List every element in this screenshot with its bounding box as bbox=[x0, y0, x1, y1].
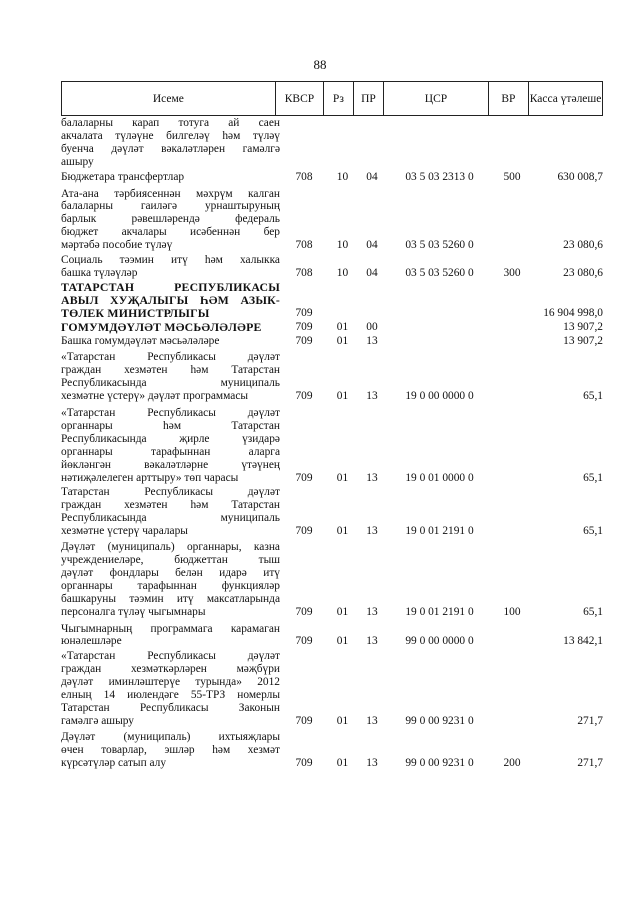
cell-kvsr: 709 bbox=[295, 635, 313, 648]
row-name-line: елның 14 июлендәге 55-ТРЗ номерлы bbox=[61, 689, 280, 702]
header-pr: ПР bbox=[354, 82, 385, 115]
row-name-line: күрсәтүләр сатып алу bbox=[61, 756, 167, 769]
row-name-line: Социаль тәэмин итү һәм халыкка bbox=[61, 254, 280, 267]
cell-csr: 03 5 03 5260 0 bbox=[405, 266, 474, 279]
cell-kassa: 13 907,2 bbox=[563, 320, 603, 333]
row-name-line: Дәүләт (муниципаль) ихтыяҗлары bbox=[61, 730, 280, 743]
cell-csr: 19 0 01 0000 0 bbox=[405, 471, 474, 484]
cell-kassa: 13 842,1 bbox=[563, 635, 603, 648]
table-row bbox=[61, 254, 603, 280]
row-name-line: ГОМУМДӘҮЛӘТ МӘСЬӘЛӘЛӘРЕ bbox=[61, 319, 262, 334]
cell-pr: 13 bbox=[366, 635, 378, 648]
cell-kassa: 65,1 bbox=[583, 605, 603, 618]
row-name-line: Республикасында җирле үзидарә bbox=[61, 432, 280, 445]
cell-rz: 10 bbox=[336, 239, 349, 252]
cell-kvsr: 709 bbox=[295, 334, 313, 347]
cell-csr: 99 0 00 9231 0 bbox=[405, 756, 474, 769]
cell-vr: 500 bbox=[503, 170, 521, 183]
cell-vr: 200 bbox=[503, 756, 521, 769]
cell-pr: 13 bbox=[366, 756, 378, 769]
cell-pr: 04 bbox=[366, 239, 378, 252]
row-name bbox=[61, 321, 280, 334]
row-name-line: гамәлгә ашыру bbox=[61, 714, 134, 727]
table-row bbox=[61, 117, 603, 169]
cell-kassa: 65,1 bbox=[583, 390, 603, 403]
row-name-line: хезмәтне үстерү чаралары bbox=[61, 525, 188, 538]
header-kassa: Касса үтәлеше bbox=[529, 92, 602, 105]
cell-pr: 13 bbox=[366, 334, 378, 347]
cell-kassa: 271,7 bbox=[577, 714, 603, 727]
cell-pr: 13 bbox=[366, 525, 378, 538]
row-name-line: акчалата түләүне билгеләү һәм түләү bbox=[61, 129, 280, 142]
table-row bbox=[61, 541, 603, 618]
cell-kvsr: 709 bbox=[295, 306, 313, 319]
cell-kassa: 16 904 998,0 bbox=[543, 306, 603, 319]
row-name-line: Татарстан Республикасы дәүләт bbox=[61, 486, 280, 499]
row-name-line: дәүләт фондлары белән идарә итү bbox=[61, 566, 280, 579]
row-name-line: граждан хезмәтен һәм Татарстан bbox=[61, 499, 280, 512]
row-name-line: органнары һәм Татарстан bbox=[61, 419, 280, 432]
table-row bbox=[61, 650, 603, 727]
row-name-line: Чыгымнарның программага карамаган bbox=[61, 622, 280, 635]
cell-vr: 100 bbox=[503, 605, 521, 618]
cell-rz: 01 bbox=[336, 471, 349, 484]
table-row bbox=[61, 335, 603, 348]
header-rz: Рз bbox=[324, 82, 354, 115]
row-name bbox=[61, 254, 280, 280]
row-name-line: юнәлешләре bbox=[61, 635, 122, 648]
row-name-line: буенча дәүләт вәкаләтләрен гамәлгә bbox=[61, 142, 280, 155]
cell-kvsr: 709 bbox=[295, 756, 313, 769]
cell-rz: 10 bbox=[336, 266, 349, 279]
header-name: Исеме bbox=[62, 82, 276, 115]
row-name bbox=[61, 351, 280, 403]
row-name bbox=[61, 650, 280, 727]
cell-kvsr: 708 bbox=[295, 170, 313, 183]
row-name-line: граждан хезмәткәрләрен мәҗбүри bbox=[61, 663, 280, 676]
row-name bbox=[61, 486, 280, 538]
row-name-line: учреждениеләре, бюджеттан тыш bbox=[61, 554, 280, 566]
row-name bbox=[61, 731, 280, 770]
row-name-line: органнары тарафыннан функцияләр bbox=[61, 579, 280, 592]
cell-kassa: 13 907,2 bbox=[563, 334, 603, 347]
row-name-line: Республикасында муниципаль bbox=[61, 377, 280, 390]
table-row bbox=[61, 623, 603, 649]
row-name bbox=[61, 623, 280, 649]
row-name-line: органнары тарафыннан аларга bbox=[61, 445, 280, 458]
cell-vr: 300 bbox=[503, 266, 521, 279]
cell-csr: 99 0 00 0000 0 bbox=[405, 635, 474, 648]
cell-csr: 03 5 03 2313 0 bbox=[405, 170, 474, 183]
row-name bbox=[61, 188, 280, 253]
row-name-line: барлык рәвешләрендә федераль bbox=[61, 213, 280, 226]
table-row bbox=[61, 188, 603, 253]
row-name-line: ашыру bbox=[61, 155, 94, 168]
cell-csr: 99 0 00 9231 0 bbox=[405, 714, 474, 727]
row-name-line: ТАТАРСТАН РЕСПУБЛИКАСЫ bbox=[61, 279, 280, 294]
row-name-line: «Татарстан Республикасы дәүләт bbox=[61, 407, 280, 420]
table-row bbox=[61, 407, 603, 484]
row-name-line: «Татарстан Республикасы дәүләт bbox=[61, 351, 280, 364]
row-name-line: Татарстан Республикасы Законын bbox=[61, 701, 280, 714]
cell-csr: 19 0 01 2191 0 bbox=[405, 525, 474, 538]
table-row bbox=[61, 171, 603, 184]
table-row bbox=[61, 281, 603, 320]
row-name-line: нәтиҗәлелеген арттыру» төп чарасы bbox=[61, 471, 239, 484]
table-row bbox=[61, 486, 603, 538]
cell-pr: 04 bbox=[366, 266, 378, 279]
row-name-line: хезмәтне үстерү» дәүләт программасы bbox=[61, 390, 249, 403]
cell-kvsr: 709 bbox=[295, 390, 313, 403]
row-name-line: балаларны гаиләгә урнаштыруның bbox=[61, 200, 280, 213]
row-name bbox=[61, 541, 280, 618]
cell-kvsr: 709 bbox=[295, 471, 313, 484]
row-name-line: ТӨЛЕК МИНИСТРЛЫГЫ bbox=[61, 305, 210, 320]
cell-rz: 01 bbox=[336, 605, 349, 618]
cell-csr: 03 5 03 5260 0 bbox=[405, 239, 474, 252]
row-name-line: балаларны карап тотуга ай саен bbox=[61, 117, 280, 129]
cell-csr: 19 0 01 2191 0 bbox=[405, 605, 474, 618]
cell-kassa: 23 080,6 bbox=[563, 239, 603, 252]
cell-rz: 01 bbox=[336, 390, 349, 403]
budget-table bbox=[61, 81, 603, 770]
row-name-line: башка түләүләр bbox=[61, 266, 138, 279]
cell-kassa: 65,1 bbox=[583, 525, 603, 538]
row-name-line: граждан хезмәтен һәм Татарстан bbox=[61, 364, 280, 377]
row-name-line: бюджет акчалары исәбеннән бер bbox=[61, 226, 280, 239]
row-name bbox=[61, 407, 280, 484]
row-name bbox=[61, 335, 280, 348]
row-name-line: Республикасында муниципаль bbox=[61, 512, 280, 525]
cell-pr: 13 bbox=[366, 471, 378, 484]
row-name-line: «Татарстан Республикасы дәүләт bbox=[61, 650, 280, 663]
row-name bbox=[61, 171, 280, 184]
cell-rz: 01 bbox=[336, 320, 349, 333]
cell-kassa: 271,7 bbox=[577, 756, 603, 769]
cell-kvsr: 709 bbox=[295, 320, 313, 333]
row-name-line: башкаруны тәэмин итү максатларында bbox=[61, 592, 280, 605]
row-name bbox=[61, 117, 280, 169]
cell-pr: 13 bbox=[366, 390, 378, 403]
row-name-line: Бюджетара трансфертлар bbox=[61, 170, 185, 183]
cell-kvsr: 709 bbox=[295, 525, 313, 538]
cell-pr: 00 bbox=[366, 320, 378, 333]
cell-kassa: 630 008,7 bbox=[557, 170, 603, 183]
cell-pr: 13 bbox=[366, 714, 378, 727]
row-name-line: персоналга түләү чыгымнары bbox=[61, 605, 206, 618]
row-name-line: АВЫЛ ХУҖАЛЫГЫ ҺӘМ АЗЫК- bbox=[61, 292, 280, 307]
cell-rz: 01 bbox=[336, 334, 349, 347]
header-kvsr: КВСР bbox=[276, 82, 324, 115]
cell-pr: 13 bbox=[366, 605, 378, 618]
table-row bbox=[61, 321, 603, 334]
table-body bbox=[61, 117, 603, 770]
cell-rz: 01 bbox=[336, 756, 349, 769]
table-row bbox=[61, 351, 603, 403]
row-name-line: Дәүләт (муниципаль) органнары, казна bbox=[61, 541, 280, 554]
cell-rz: 01 bbox=[336, 525, 349, 538]
header-vr: ВР bbox=[489, 82, 529, 115]
row-name-line: йөкләнгән вәкаләтләрне үтәүнең bbox=[61, 458, 280, 471]
table-row bbox=[61, 731, 603, 770]
cell-kvsr: 709 bbox=[295, 605, 313, 618]
header-csr: ЦСР bbox=[384, 82, 488, 115]
cell-rz: 01 bbox=[336, 714, 349, 727]
cell-csr: 19 0 00 0000 0 bbox=[405, 390, 474, 403]
row-name-line: Ата-ана тәрбиясеннән мәхрүм калган bbox=[61, 187, 280, 200]
cell-kvsr: 708 bbox=[295, 266, 313, 279]
cell-kassa: 23 080,6 bbox=[563, 266, 603, 279]
row-name-line: Башка гомумдәүләт мәсьәләләре bbox=[61, 334, 220, 347]
row-name-line: өчен товарлар, эшләр һәм хезмәт bbox=[61, 743, 280, 756]
row-name bbox=[61, 281, 280, 320]
row-name-line: мәртәбә пособие түләү bbox=[61, 239, 173, 252]
row-name-line: дәүләт иминләштерүе турында» 2012 bbox=[61, 676, 280, 689]
cell-kassa: 65,1 bbox=[583, 471, 603, 484]
page-number: 88 bbox=[313, 57, 327, 72]
cell-rz: 10 bbox=[336, 170, 349, 183]
cell-rz: 01 bbox=[336, 635, 349, 648]
cell-kvsr: 709 bbox=[295, 714, 313, 727]
cell-kvsr: 708 bbox=[295, 239, 313, 252]
cell-pr: 04 bbox=[366, 170, 378, 183]
table-header bbox=[61, 81, 603, 116]
